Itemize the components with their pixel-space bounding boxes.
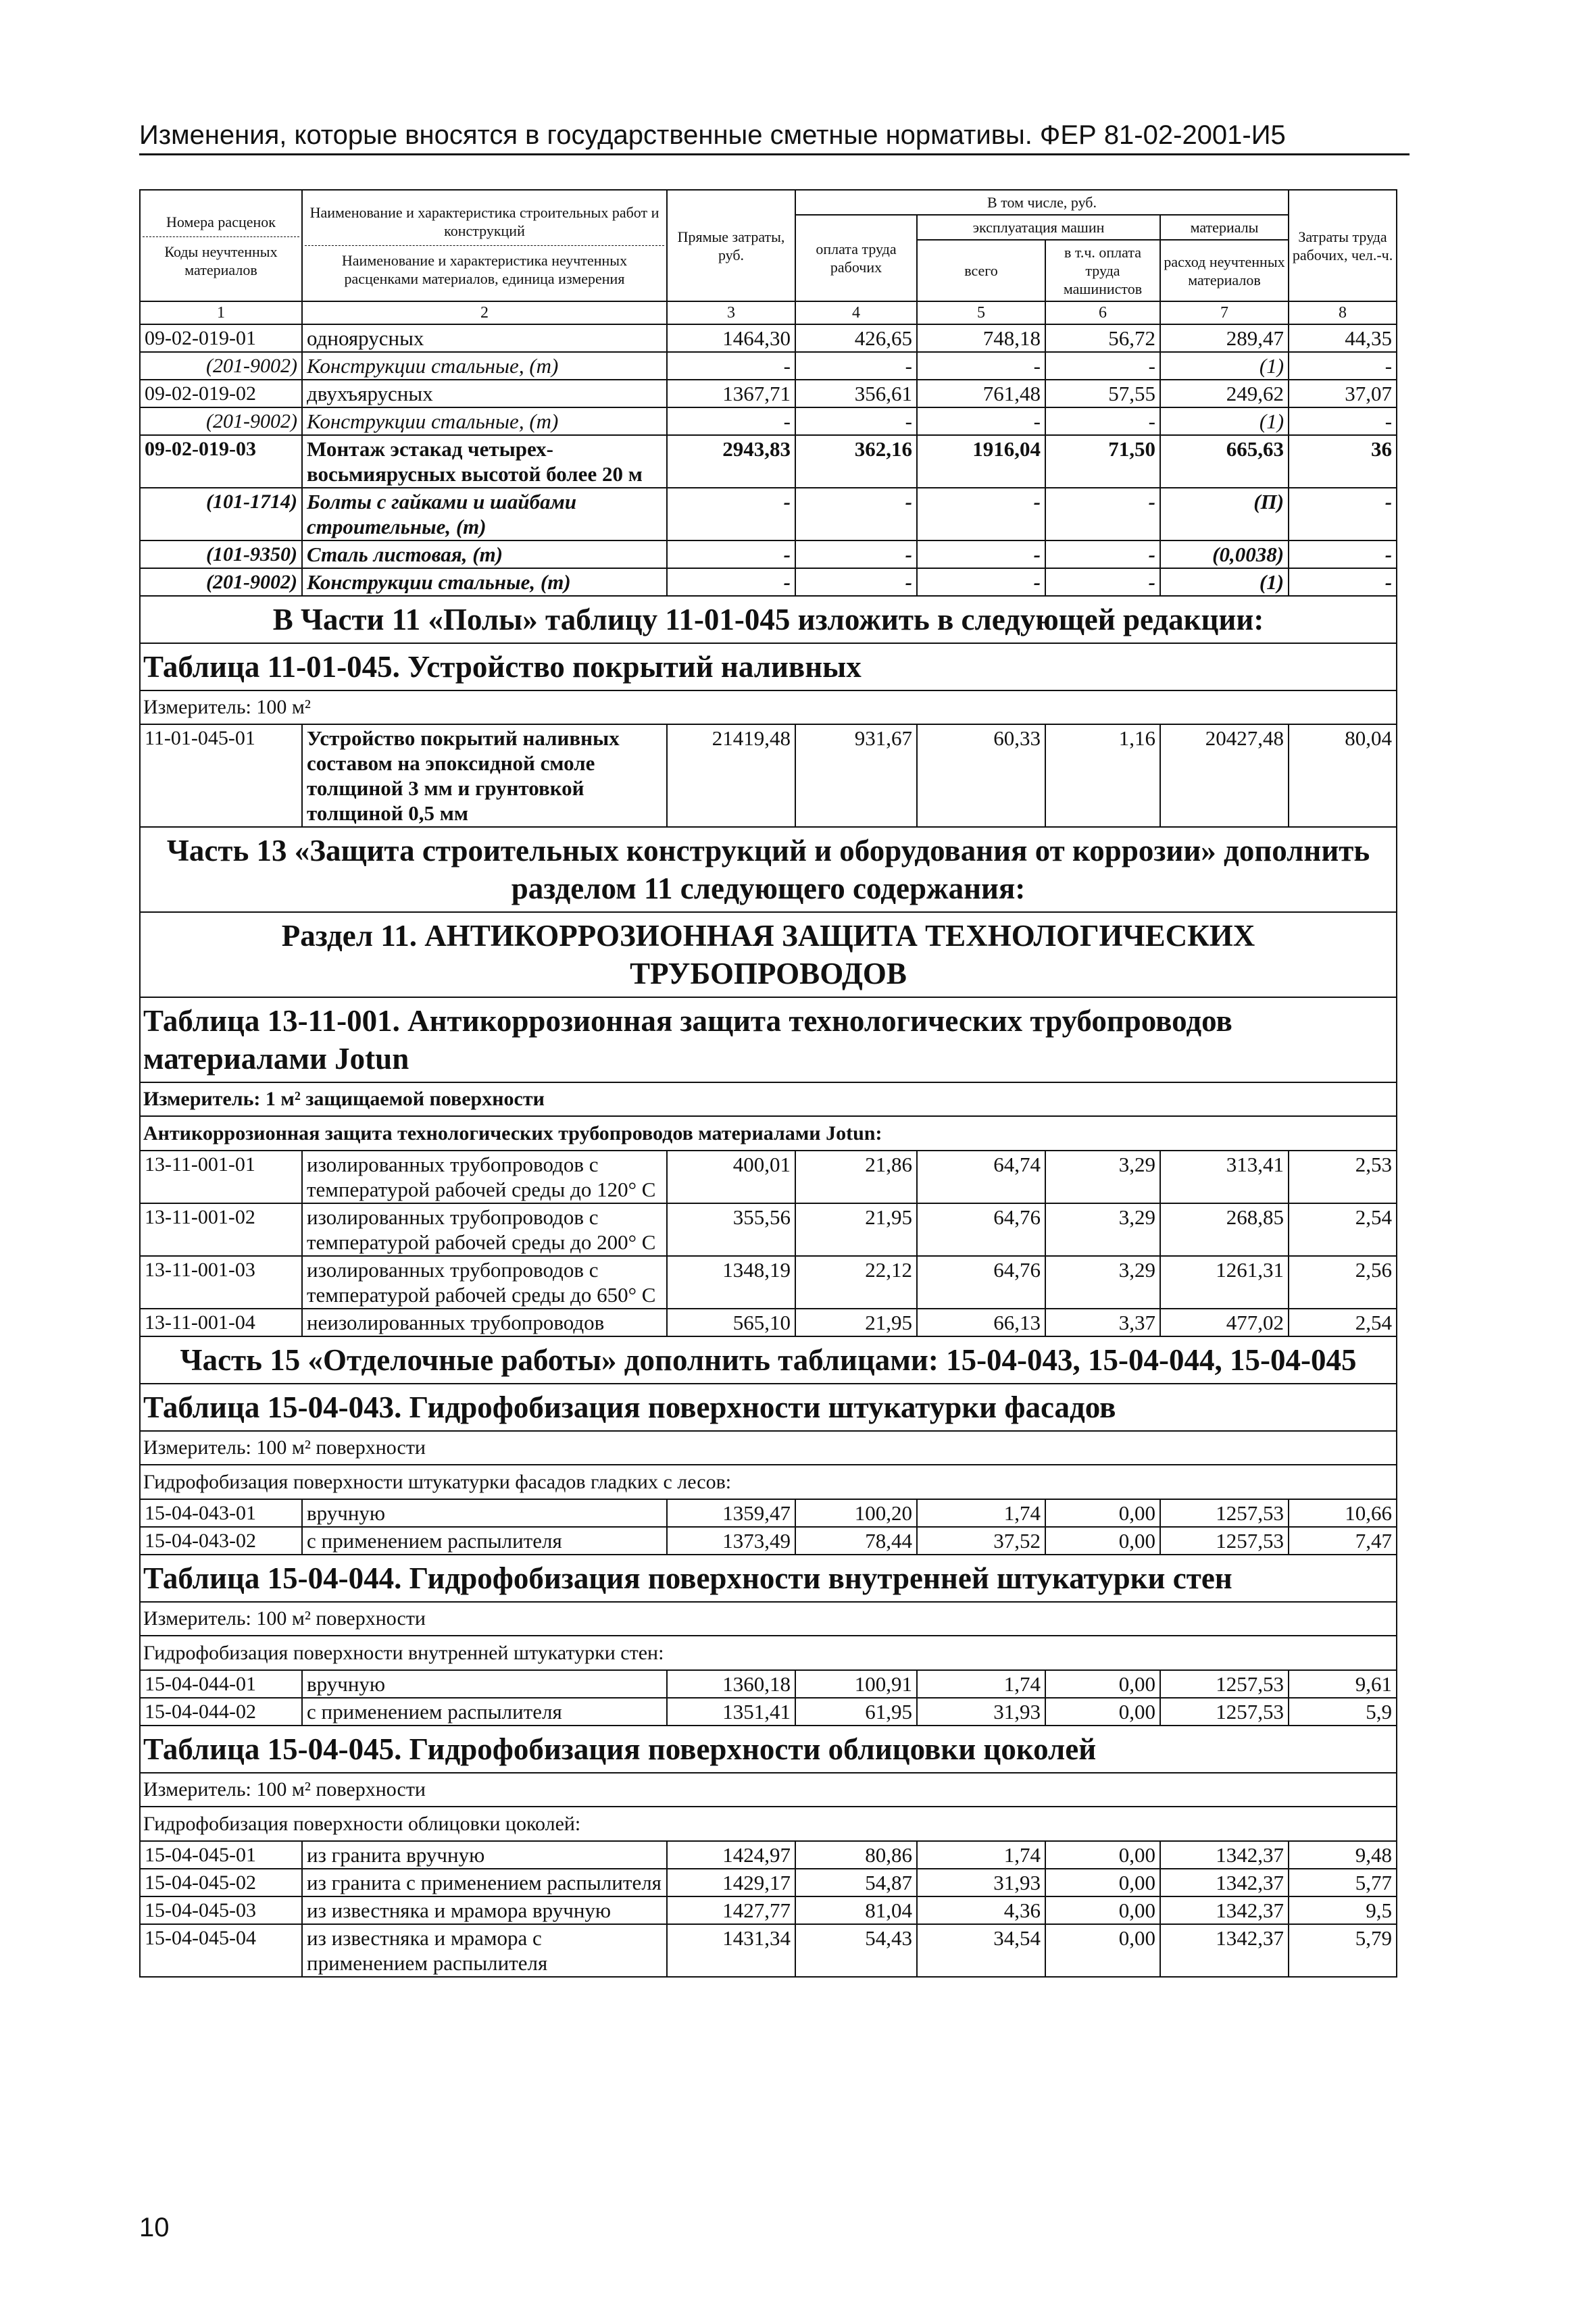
value-cell: 54,43 [795, 1924, 917, 1977]
value-cell: 80,86 [795, 1841, 917, 1869]
value-cell: 22,12 [795, 1256, 917, 1309]
value-cell: 2,56 [1289, 1256, 1397, 1309]
table-row [140, 1869, 1397, 1896]
work-name: Конструкции стальные, (т) [302, 352, 667, 380]
value-cell: 21,95 [795, 1309, 917, 1336]
table-row [140, 568, 1397, 596]
value-cell: 9,48 [1289, 1841, 1397, 1869]
value-cell: 0,00 [1045, 1698, 1160, 1726]
value-cell: 1367,71 [667, 380, 795, 407]
table-title: Таблица 13-11-001. Антикоррозионная защита технологических трубопроводов материалами Jotun [140, 997, 1397, 1082]
table-row [140, 435, 1397, 488]
rate-code: (101-9350) [140, 540, 302, 568]
column-number: 2 [302, 301, 667, 324]
col5-header: всего [917, 240, 1045, 301]
col8-header: Затраты труда рабочих, чел.-ч. [1289, 190, 1397, 301]
value-cell: 2,53 [1289, 1151, 1397, 1203]
value-cell: 20427,48 [1160, 724, 1289, 827]
value-cell: 3,29 [1045, 1151, 1160, 1203]
value-cell: 5,9 [1289, 1698, 1397, 1726]
rate-code: 15-04-045-04 [140, 1924, 302, 1977]
value-cell: 362,16 [795, 435, 917, 488]
work-name: изолированных трубопроводов с температурой рабочей среды до 200° С [302, 1203, 667, 1256]
group-caption-row [140, 1465, 1397, 1499]
value-cell: 356,61 [795, 380, 917, 407]
value-cell: 7,47 [1289, 1527, 1397, 1555]
work-name: Конструкции стальные, (т) [302, 568, 667, 596]
value-cell: 0,00 [1045, 1499, 1160, 1527]
group-caption-row [140, 1636, 1397, 1670]
col2-header [302, 190, 667, 301]
rate-code: (201-9002) [140, 407, 302, 435]
table-row [140, 1256, 1397, 1309]
measure-unit: Измеритель: 100 м² поверхности [140, 1431, 1397, 1465]
value-cell: 37,52 [917, 1527, 1045, 1555]
value-cell: 2943,83 [667, 435, 795, 488]
value-cell: - [1289, 407, 1397, 435]
value-cell: 748,18 [917, 324, 1045, 352]
value-cell: 1429,17 [667, 1869, 795, 1896]
value-cell: 665,63 [1160, 435, 1289, 488]
value-cell: 249,62 [1160, 380, 1289, 407]
value-cell: 64,74 [917, 1151, 1045, 1203]
value-cell: 0,00 [1045, 1841, 1160, 1869]
value-cell: 0,00 [1045, 1670, 1160, 1698]
value-cell: 31,93 [917, 1869, 1045, 1896]
value-cell: 71,50 [1045, 435, 1160, 488]
table-title-row [140, 1555, 1397, 1602]
value-cell: 1373,49 [667, 1527, 795, 1555]
value-cell: 1,74 [917, 1670, 1045, 1698]
rate-code: 09-02-019-02 [140, 380, 302, 407]
value-cell: 80,04 [1289, 724, 1397, 827]
table-row [140, 1841, 1397, 1869]
value-cell: 1348,19 [667, 1256, 795, 1309]
group-header: В том числе, руб. [795, 190, 1289, 215]
rate-code: 15-04-044-02 [140, 1698, 302, 1726]
col2-top-label: Наименование и характеристика строительных работ и конструкций [309, 204, 659, 239]
table-row [140, 1924, 1397, 1977]
value-cell: 1360,18 [667, 1670, 795, 1698]
value-cell: 1257,53 [1160, 1698, 1289, 1726]
value-cell: 34,54 [917, 1924, 1045, 1977]
value-cell: 5,77 [1289, 1869, 1397, 1896]
rate-code: 15-04-045-03 [140, 1896, 302, 1924]
value-cell: - [795, 352, 917, 380]
value-cell: - [1045, 488, 1160, 540]
work-name: из гранита с применением распылителя [302, 1869, 667, 1896]
work-name: из гранита вручную [302, 1841, 667, 1869]
value-cell: 5,79 [1289, 1924, 1397, 1977]
rate-code: 13-11-001-02 [140, 1203, 302, 1256]
value-cell: 289,47 [1160, 324, 1289, 352]
value-cell: - [667, 540, 795, 568]
measure-unit-row [140, 1431, 1397, 1465]
work-name: двухъярусных [302, 380, 667, 407]
work-name: Болты с гайками и шайбами строительные, (т) [302, 488, 667, 540]
value-cell: 1,16 [1045, 724, 1160, 827]
page-number: 10 [139, 2213, 170, 2242]
work-name: с применением распылителя [302, 1698, 667, 1726]
table-row [140, 1203, 1397, 1256]
table-title-row [140, 1384, 1397, 1431]
section-heading: Часть 13 «Защита строительных конструкций и оборудования от коррозии» дополнить разделом 11 следующего содержания: [140, 827, 1397, 912]
value-cell: 931,67 [795, 724, 917, 827]
value-cell: 313,41 [1160, 1151, 1289, 1203]
value-cell: 1424,97 [667, 1841, 795, 1869]
value-cell: 2,54 [1289, 1309, 1397, 1336]
value-cell: 426,65 [795, 324, 917, 352]
value-cell: - [1289, 568, 1397, 596]
header-row-1 [140, 190, 1397, 215]
value-cell: (0,0038) [1160, 540, 1289, 568]
value-cell: 10,66 [1289, 1499, 1397, 1527]
value-cell: 1261,31 [1160, 1256, 1289, 1309]
table-body [140, 190, 1397, 1977]
rate-code: 13-11-001-03 [140, 1256, 302, 1309]
rate-code: 11-01-045-01 [140, 724, 302, 827]
value-cell: - [917, 540, 1045, 568]
value-cell: 1342,37 [1160, 1924, 1289, 1977]
value-cell: 56,72 [1045, 324, 1160, 352]
rate-code: 13-11-001-01 [140, 1151, 302, 1203]
measure-unit: Измеритель: 100 м² поверхности [140, 1773, 1397, 1807]
work-name: из известняка и мрамора вручную [302, 1896, 667, 1924]
table-title-row [140, 997, 1397, 1082]
measure-unit-row [140, 1082, 1397, 1116]
column-number: 5 [917, 301, 1045, 324]
value-cell: 3,29 [1045, 1256, 1160, 1309]
column-number: 4 [795, 301, 917, 324]
value-cell: 21,86 [795, 1151, 917, 1203]
value-cell: 400,01 [667, 1151, 795, 1203]
value-cell: 1,74 [917, 1499, 1045, 1527]
rate-code: (101-1714) [140, 488, 302, 540]
value-cell: 1342,37 [1160, 1869, 1289, 1896]
value-cell: 37,07 [1289, 380, 1397, 407]
value-cell: 1257,53 [1160, 1527, 1289, 1555]
work-name: с применением распылителя [302, 1527, 667, 1555]
value-cell: 9,5 [1289, 1896, 1397, 1924]
table-title: Таблица 11-01-045. Устройство покрытий наливных [140, 643, 1397, 690]
rate-code: 09-02-019-03 [140, 435, 302, 488]
table-title: Таблица 15-04-044. Гидрофобизация поверхности внутренней штукатурки стен [140, 1555, 1397, 1602]
group-caption: Антикоррозионная защита технологических трубопроводов материалами Jotun: [140, 1116, 1397, 1151]
value-cell: 268,85 [1160, 1203, 1289, 1256]
measure-unit-row [140, 690, 1397, 724]
value-cell: 1464,30 [667, 324, 795, 352]
table-row [140, 380, 1397, 407]
value-cell: - [1289, 352, 1397, 380]
col1-bottom-label: Коды неучтенных материалов [164, 243, 278, 278]
table-title-row [140, 1726, 1397, 1773]
measure-unit-row [140, 1773, 1397, 1807]
table-row [140, 407, 1397, 435]
value-cell: 21419,48 [667, 724, 795, 827]
value-cell: 1,74 [917, 1841, 1045, 1869]
work-name: изолированных трубопроводов с температурой рабочей среды до 120° С [302, 1151, 667, 1203]
table-title: Таблица 15-04-045. Гидрофобизация поверхности облицовки цоколей [140, 1726, 1397, 1773]
section-heading: Раздел 11. АНТИКОРРОЗИОННАЯ ЗАЩИТА ТЕХНОЛОГИЧЕСКИХ ТРУБОПРОВОДОВ [140, 912, 1397, 997]
section-heading-row [140, 912, 1397, 997]
value-cell: 1351,41 [667, 1698, 795, 1726]
value-cell: 0,00 [1045, 1527, 1160, 1555]
work-name: неизолированных трубопроводов [302, 1309, 667, 1336]
table-row [140, 1670, 1397, 1698]
col6-header: в т.ч. оплата труда машинистов [1045, 240, 1160, 301]
column-numbers-row [140, 301, 1397, 324]
group-caption: Гидрофобизация поверхности штукатурки фасадов гладких с лесов: [140, 1465, 1397, 1499]
column-number: 8 [1289, 301, 1397, 324]
column-number: 6 [1045, 301, 1160, 324]
table-row [140, 324, 1397, 352]
table-row [140, 488, 1397, 540]
group-caption: Гидрофобизация поверхности внутренней штукатурки стен: [140, 1636, 1397, 1670]
section-heading-row [140, 596, 1397, 643]
value-cell: 1257,53 [1160, 1499, 1289, 1527]
table-row [140, 1309, 1397, 1336]
value-cell: 1916,04 [917, 435, 1045, 488]
work-name: Монтаж эстакад четырех-восьмиярусных высотой более 20 м [302, 435, 667, 488]
value-cell: - [667, 407, 795, 435]
rate-code: (201-9002) [140, 352, 302, 380]
work-name: Конструкции стальные, (т) [302, 407, 667, 435]
value-cell: 36 [1289, 435, 1397, 488]
value-cell: 1359,47 [667, 1499, 795, 1527]
value-cell: - [795, 407, 917, 435]
section-heading: Часть 15 «Отделочные работы» дополнить таблицами: 15-04-043, 15-04-044, 15-04-045 [140, 1336, 1397, 1384]
value-cell: 0,00 [1045, 1869, 1160, 1896]
machines-header: эксплуатация машин [917, 215, 1160, 240]
rate-code: 09-02-019-01 [140, 324, 302, 352]
value-cell: 54,87 [795, 1869, 917, 1896]
col3-header: Прямые затраты, руб. [667, 190, 795, 301]
norms-table [139, 189, 1397, 1978]
column-number: 3 [667, 301, 795, 324]
rate-code: 15-04-044-01 [140, 1670, 302, 1698]
materials-header: материалы [1160, 215, 1289, 240]
value-cell: - [1045, 540, 1160, 568]
rate-code: 15-04-043-01 [140, 1499, 302, 1527]
value-cell: - [795, 568, 917, 596]
value-cell: (1) [1160, 352, 1289, 380]
table-title-row [140, 643, 1397, 690]
value-cell: 355,56 [667, 1203, 795, 1256]
value-cell: 0,00 [1045, 1896, 1160, 1924]
work-name: изолированных трубопроводов с температурой рабочей среды до 650° С [302, 1256, 667, 1309]
rate-code: 15-04-043-02 [140, 1527, 302, 1555]
value-cell: 61,95 [795, 1698, 917, 1726]
value-cell: - [667, 352, 795, 380]
table-row [140, 1527, 1397, 1555]
value-cell: - [1045, 407, 1160, 435]
col4-header: оплата труда рабочих [795, 215, 917, 301]
work-name: вручную [302, 1670, 667, 1698]
value-cell: 3,37 [1045, 1309, 1160, 1336]
value-cell: 9,61 [1289, 1670, 1397, 1698]
value-cell: 2,54 [1289, 1203, 1397, 1256]
rate-code: 15-04-045-01 [140, 1841, 302, 1869]
value-cell: - [917, 352, 1045, 380]
value-cell: - [795, 540, 917, 568]
value-cell: 4,36 [917, 1896, 1045, 1924]
group-caption-row [140, 1116, 1397, 1151]
table-title: Таблица 15-04-043. Гидрофобизация поверхности штукатурки фасадов [140, 1384, 1397, 1431]
rate-code: 13-11-001-04 [140, 1309, 302, 1336]
value-cell: 60,33 [917, 724, 1045, 827]
value-cell: 1431,34 [667, 1924, 795, 1977]
value-cell: 0,00 [1045, 1924, 1160, 1977]
work-name: из известняка и мрамора с применением распылителя [302, 1924, 667, 1977]
work-name: одноярусных [302, 324, 667, 352]
value-cell: - [1289, 540, 1397, 568]
value-cell: - [1045, 352, 1160, 380]
section-heading: В Части 11 «Полы» таблицу 11-01-045 изложить в следующей редакции: [140, 596, 1397, 643]
table-row [140, 1896, 1397, 1924]
value-cell: 477,02 [1160, 1309, 1289, 1336]
value-cell: - [667, 488, 795, 540]
group-caption: Гидрофобизация поверхности облицовки цоколей: [140, 1807, 1397, 1841]
measure-unit-row [140, 1602, 1397, 1636]
table-row [140, 540, 1397, 568]
col1-top-label: Номера расценок [166, 213, 276, 230]
value-cell: 100,20 [795, 1499, 917, 1527]
value-cell: - [667, 568, 795, 596]
value-cell: 66,13 [917, 1309, 1045, 1336]
value-cell: 565,10 [667, 1309, 795, 1336]
value-cell: (1) [1160, 407, 1289, 435]
col1-header [140, 190, 302, 301]
column-number: 1 [140, 301, 302, 324]
measure-unit: Измеритель: 100 м² [140, 690, 1397, 724]
value-cell: 761,48 [917, 380, 1045, 407]
table-row [140, 724, 1397, 827]
table-row [140, 1499, 1397, 1527]
value-cell: - [1045, 568, 1160, 596]
value-cell: 31,93 [917, 1698, 1045, 1726]
rate-code: (201-9002) [140, 568, 302, 596]
table-row [140, 1698, 1397, 1726]
value-cell: - [917, 488, 1045, 540]
rate-code: 15-04-045-02 [140, 1869, 302, 1896]
value-cell: - [1289, 488, 1397, 540]
value-cell: - [795, 488, 917, 540]
work-name: вручную [302, 1499, 667, 1527]
table-row [140, 1151, 1397, 1203]
value-cell: 1427,77 [667, 1896, 795, 1924]
value-cell: 3,29 [1045, 1203, 1160, 1256]
measure-unit: Измеритель: 1 м² защищаемой поверхности [140, 1082, 1397, 1116]
section-heading-row [140, 1336, 1397, 1384]
value-cell: 100,91 [795, 1670, 917, 1698]
value-cell: 1257,53 [1160, 1670, 1289, 1698]
section-heading-row [140, 827, 1397, 912]
col7-header: расход неучтенных материалов [1160, 240, 1289, 301]
work-name: Устройство покрытий наливных составом на эпоксидной смоле толщиной 3 мм и грунтовкой толщиной 0,5 мм [302, 724, 667, 827]
table-row [140, 352, 1397, 380]
value-cell: 1342,37 [1160, 1896, 1289, 1924]
work-name: Сталь листовая, (т) [302, 540, 667, 568]
value-cell: - [917, 568, 1045, 596]
measure-unit: Измеритель: 100 м² поверхности [140, 1602, 1397, 1636]
value-cell: 1342,37 [1160, 1841, 1289, 1869]
value-cell: (П) [1160, 488, 1289, 540]
value-cell: 44,35 [1289, 324, 1397, 352]
value-cell: 78,44 [795, 1527, 917, 1555]
document-body [139, 189, 1396, 1978]
value-cell: 81,04 [795, 1896, 917, 1924]
col2-bottom-label: Наименование и характеристика неучтенных расценками материалов, единица измерения [341, 252, 628, 287]
column-number: 7 [1160, 301, 1289, 324]
value-cell: 21,95 [795, 1203, 917, 1256]
value-cell: 57,55 [1045, 380, 1160, 407]
group-caption-row [140, 1807, 1397, 1841]
value-cell: 64,76 [917, 1256, 1045, 1309]
value-cell: - [917, 407, 1045, 435]
page-header: Изменения, которые вносятся в государственные сметные нормативы. ФЕР 81-02-2001-И5 [139, 120, 1410, 155]
value-cell: (1) [1160, 568, 1289, 596]
value-cell: 64,76 [917, 1203, 1045, 1256]
